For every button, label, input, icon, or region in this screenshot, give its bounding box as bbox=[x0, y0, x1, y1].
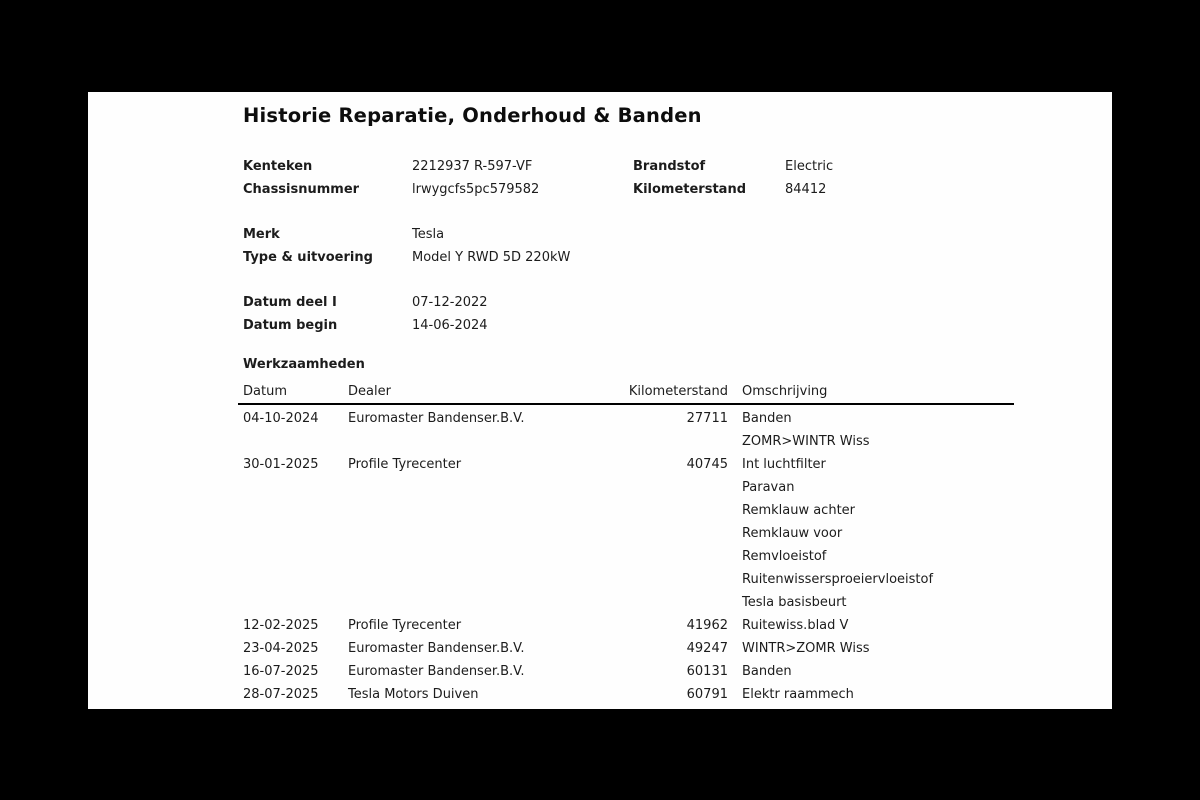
field-value-kenteken: 2212937 R-597-VF bbox=[412, 159, 533, 174]
omschrijving-line: Tesla basisbeurt bbox=[742, 595, 847, 610]
work-history-table bbox=[243, 380, 1014, 706]
field-label-datum-begin: Datum begin bbox=[243, 318, 338, 333]
cell-dealer: Euromaster Bandenser.B.V. bbox=[348, 411, 525, 426]
table-row bbox=[243, 637, 1014, 660]
id-row bbox=[243, 178, 1058, 201]
vehicle-id-block bbox=[243, 155, 1058, 201]
cell-datum: 28-07-2025 bbox=[243, 687, 319, 702]
column-header-datum: Datum bbox=[243, 384, 287, 399]
cell-datum: 16-07-2025 bbox=[243, 664, 319, 679]
id-row bbox=[243, 155, 1058, 178]
column-header-omschrijving: Omschrijving bbox=[742, 384, 828, 399]
cell-dealer: Euromaster Bandenser.B.V. bbox=[348, 664, 525, 679]
table-body bbox=[243, 405, 1014, 706]
cell-kilometerstand: 41962 bbox=[686, 618, 728, 633]
section-title-werkzaamheden: Werkzaamheden bbox=[243, 357, 365, 372]
table-row bbox=[243, 660, 1014, 683]
omschrijving-line: Paravan bbox=[742, 480, 795, 495]
omschrijving-line: Ruitenwissersproeiervloeistof bbox=[742, 572, 934, 587]
dates-block bbox=[243, 291, 1058, 337]
omschrijving-line: ZOMR>WINTR Wiss bbox=[742, 434, 870, 449]
date-row bbox=[243, 314, 1058, 337]
column-header-kilometerstand: Kilometerstand bbox=[628, 384, 728, 399]
omschrijving-line: Remklauw achter bbox=[742, 503, 856, 518]
cell-datum: 23-04-2025 bbox=[243, 641, 319, 656]
cell-dealer: Profile Tyrecenter bbox=[348, 457, 462, 472]
omschrijving-line: Elektr raammech bbox=[742, 687, 854, 702]
field-label-datum-deel-i: Datum deel I bbox=[243, 295, 337, 310]
field-value-merk: Tesla bbox=[412, 227, 445, 242]
document-page bbox=[88, 92, 1112, 709]
cell-datum: 30-01-2025 bbox=[243, 457, 319, 472]
table-row bbox=[243, 407, 1014, 453]
field-value-brandstof: Electric bbox=[785, 159, 834, 174]
cell-omschrijving bbox=[742, 637, 870, 660]
field-value-datum-begin: 14-06-2024 bbox=[412, 318, 488, 333]
field-value-datum-deel-i: 07-12-2022 bbox=[412, 295, 488, 310]
table-row bbox=[243, 614, 1014, 637]
cell-dealer: Euromaster Bandenser.B.V. bbox=[348, 641, 525, 656]
cell-datum: 04-10-2024 bbox=[243, 411, 319, 426]
cell-kilometerstand: 27711 bbox=[686, 411, 728, 426]
date-row bbox=[243, 291, 1058, 314]
field-label-kenteken: Kenteken bbox=[243, 159, 313, 174]
cell-dealer: Tesla Motors Duiven bbox=[348, 687, 479, 702]
field-label-brandstof: Brandstof bbox=[633, 159, 706, 174]
omschrijving-line: WINTR>ZOMR Wiss bbox=[742, 641, 870, 656]
field-label-kilometerstand: Kilometerstand bbox=[633, 182, 747, 197]
omschrijving-line: Banden bbox=[742, 411, 792, 426]
page-title: Historie Reparatie, Onderhoud & Banden bbox=[243, 104, 702, 127]
cell-omschrijving bbox=[742, 453, 933, 614]
cell-kilometerstand: 49247 bbox=[686, 641, 728, 656]
cell-kilometerstand: 60791 bbox=[686, 687, 728, 702]
table-row bbox=[243, 453, 1014, 614]
omschrijving-line: Int luchtfilter bbox=[742, 457, 826, 472]
table-header-row bbox=[243, 380, 1014, 405]
spec-row bbox=[243, 246, 1058, 269]
vehicle-spec-block bbox=[243, 223, 1058, 269]
cell-omschrijving bbox=[742, 660, 792, 683]
cell-kilometerstand: 60131 bbox=[686, 664, 728, 679]
field-value-type: Model Y RWD 5D 220kW bbox=[412, 250, 571, 265]
field-label-merk: Merk bbox=[243, 227, 280, 242]
field-value-kilometerstand: 84412 bbox=[785, 182, 827, 197]
cell-datum: 12-02-2025 bbox=[243, 618, 319, 633]
cell-kilometerstand: 40745 bbox=[686, 457, 728, 472]
omschrijving-line: Banden bbox=[742, 664, 792, 679]
spec-row bbox=[243, 223, 1058, 246]
field-value-chassisnummer: lrwygcfs5pc579582 bbox=[412, 182, 540, 197]
cell-omschrijving bbox=[742, 614, 848, 637]
cell-omschrijving bbox=[742, 407, 870, 453]
omschrijving-line: Ruitewiss.blad V bbox=[742, 618, 849, 633]
column-header-dealer: Dealer bbox=[348, 384, 391, 399]
omschrijving-line: Remklauw voor bbox=[742, 526, 843, 541]
document-content bbox=[243, 92, 1058, 709]
omschrijving-line: Remvloeistof bbox=[742, 549, 827, 564]
cell-dealer: Profile Tyrecenter bbox=[348, 618, 462, 633]
cell-omschrijving bbox=[742, 683, 854, 706]
table-row bbox=[243, 683, 1014, 706]
field-label-type: Type & uitvoering bbox=[243, 250, 373, 265]
field-label-chassisnummer: Chassisnummer bbox=[243, 182, 360, 197]
